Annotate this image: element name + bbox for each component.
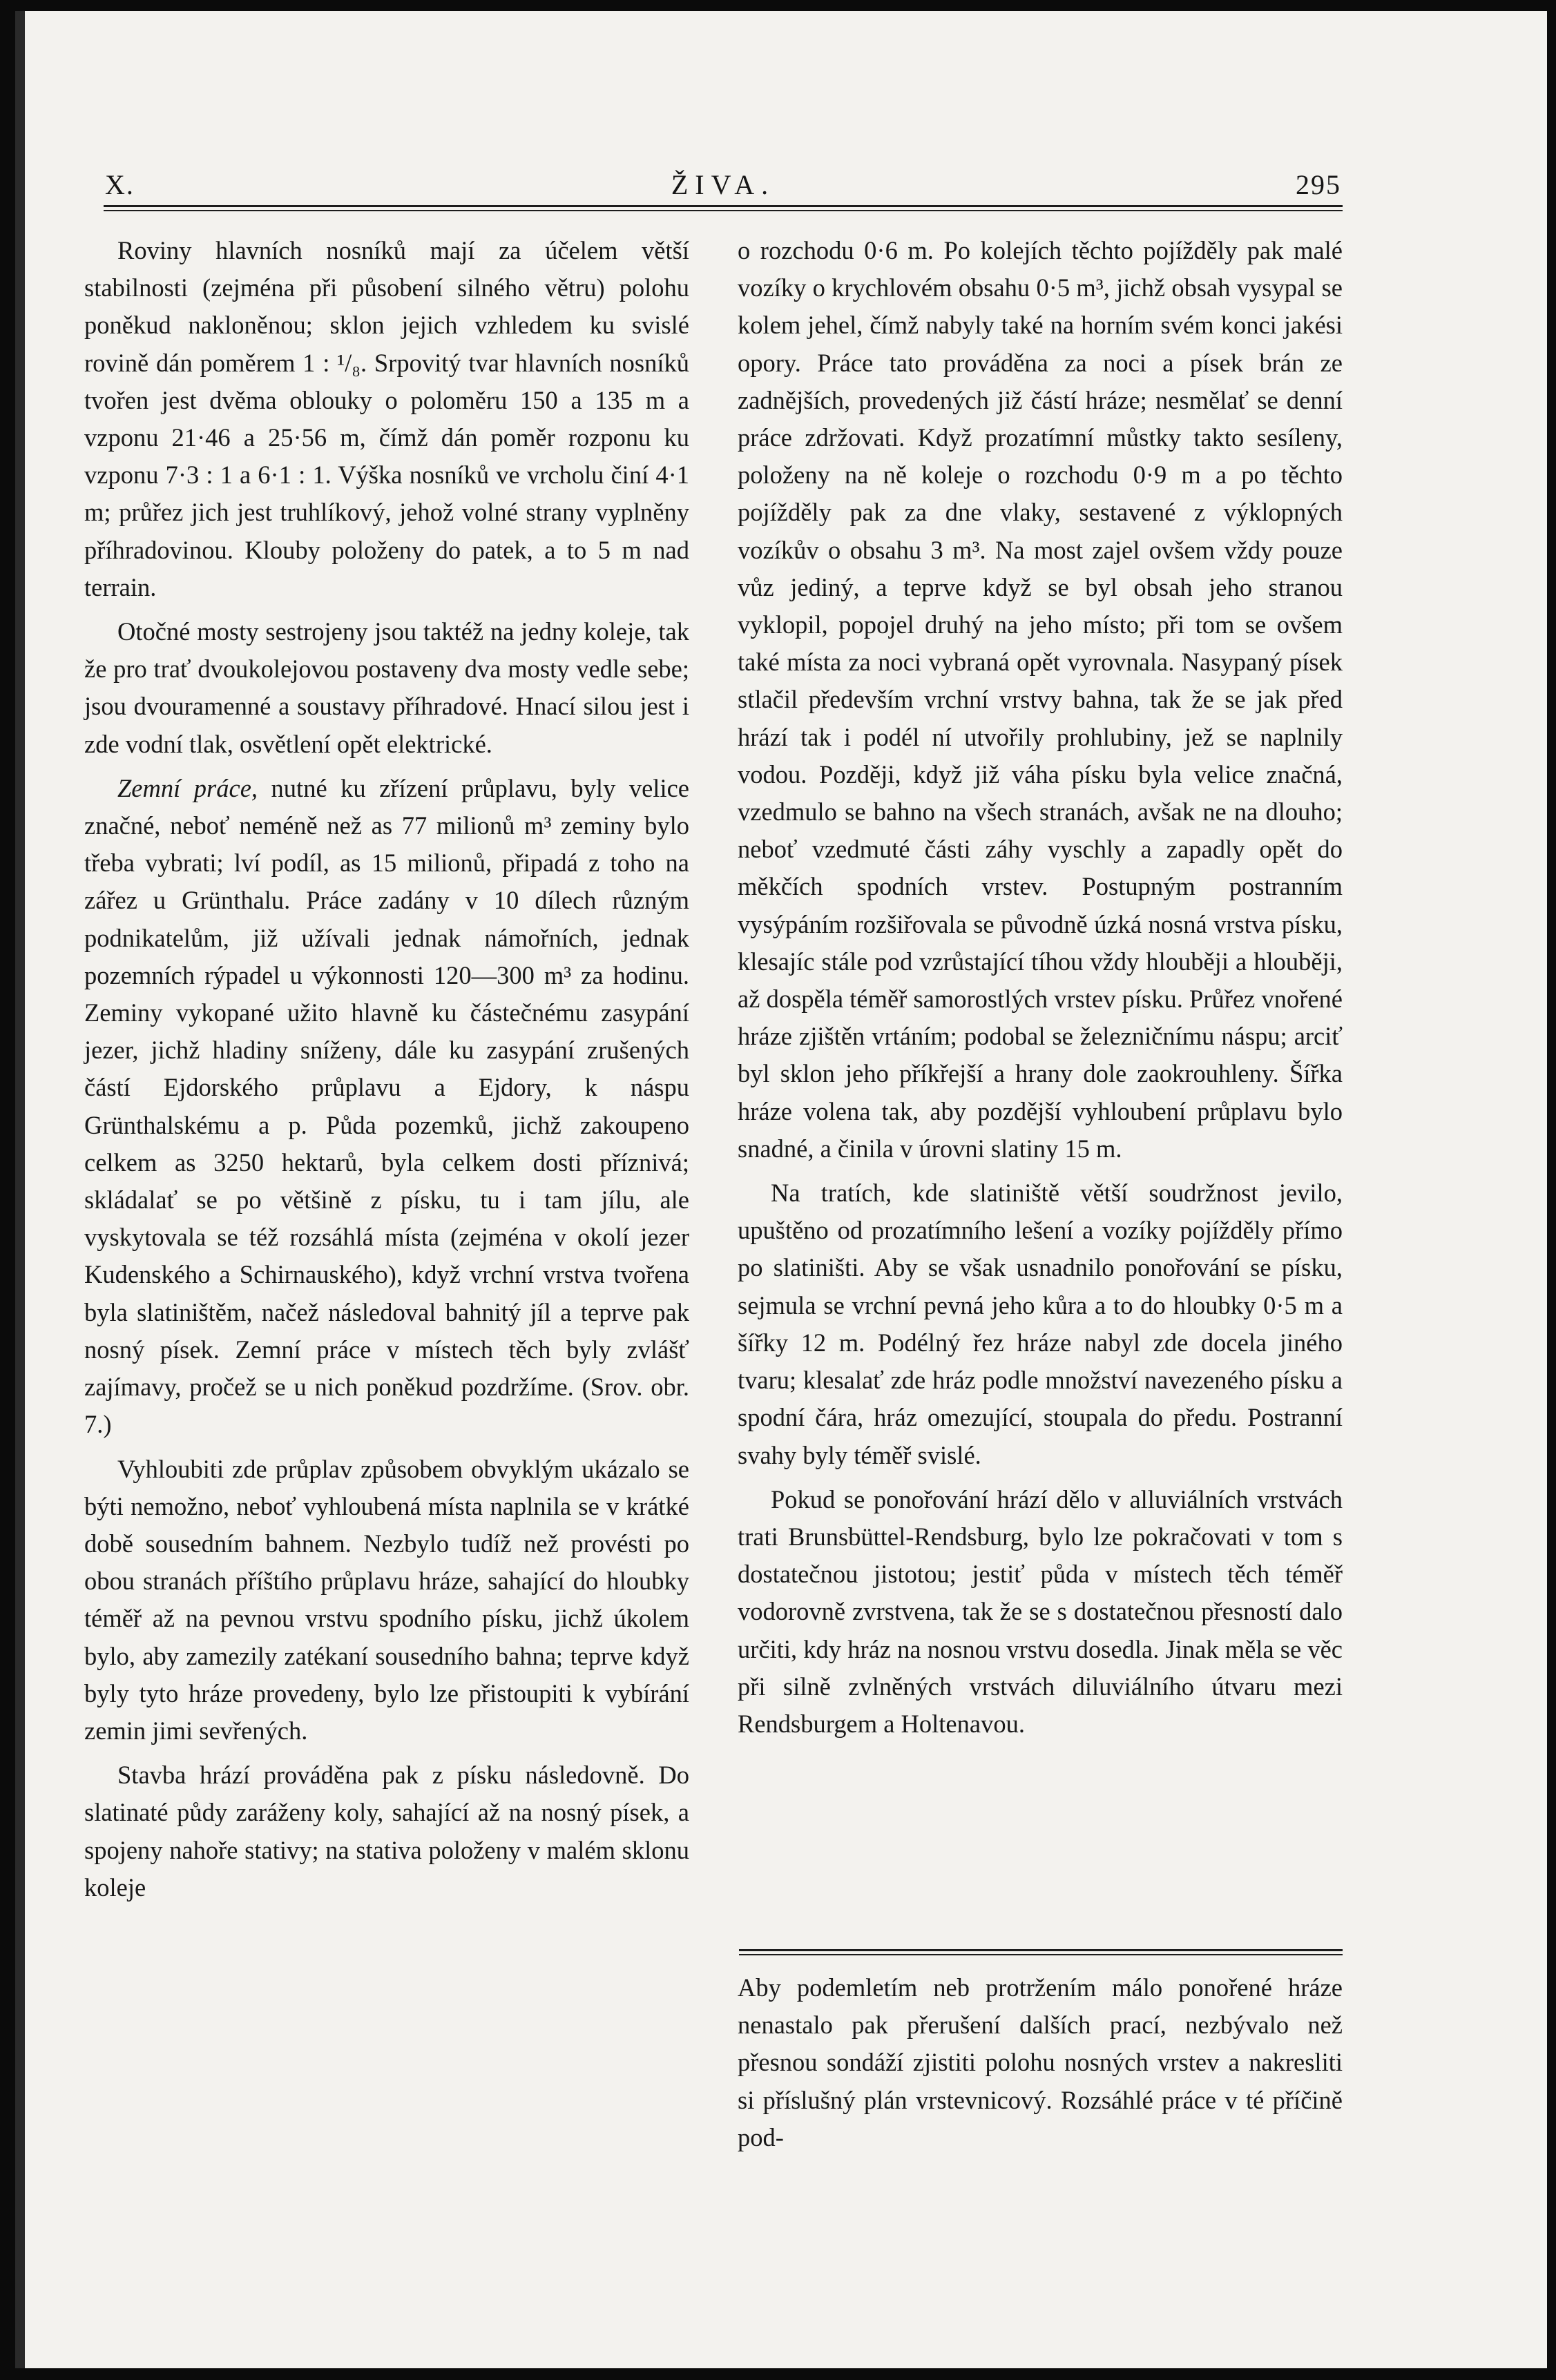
journal-title: ŽIVA. bbox=[671, 169, 776, 200]
right-column bbox=[738, 232, 1343, 1743]
paragraph: Na tratích, kde slatiniště větší soudržnost jevilo, upuštěno od prozatímního lešení a vozíky pojížděly přímo po slatiništi. Aby se však usnadnilo ponořování se písku, sejmula se vrchní pevná jeho kůra a to do hloubky 0·5 m a šířky 12 m. Podélný řez hráze nabyl zde docela jiného tvaru; klesalať zde hráz podle množství navezeného písku a spodní čára, hráz omezující, stoupala do předu. Postranní svahy byly téměř svislé. bbox=[738, 1179, 1343, 1469]
paragraph: Stavba hrází prováděna pak z písku následovně. Do slatinaté půdy zaráženy koly, sahající až na nosný písek, a spojeny nahoře stativy; na stativa položeny v malém sklonu koleje bbox=[84, 1761, 689, 1902]
book-page bbox=[15, 11, 1547, 2368]
section-rule-thin bbox=[739, 1954, 1343, 1955]
scan-artifact bbox=[15, 11, 25, 2368]
paragraph: Roviny hlavních nosníků mají za účelem větší stabilnosti (zejména při působení silného větru) polohu poněkud nakloněnou; sklon jejich vzhledem ku svislé rovině dán poměrem 1 : ¹/₈. Srpovitý tvar hlavních nosníků tvořen jest dvěma oblouky o poloměru 150 a 135 m a vzponu 21·46 a 25·56 m, čímž dán poměr rozponu ku vzponu 7·3 : 1 a 6·1 : 1. Výška nosníků ve vrcholu činí 4·1 m; průřez jich jest truhlíkový, jehož volné strany vyplněny příhradovinou. Klouby položeny do patek, a to 5 m nad terrain. bbox=[84, 236, 689, 601]
right-column-continued bbox=[738, 1969, 1343, 2156]
header-rule-thin bbox=[104, 210, 1343, 211]
paragraph bbox=[84, 770, 689, 1444]
paragraph: Vyhloubiti zde průplav způsobem obvyklým ukázalo se býti nemožno, neboť vyhloubená místa naplnila se v krátké době sousedním bahnem. Nezbylo tudíž než provésti po obou stranách příštího průplavu hráze, sahající do hloubky téměř až na pevnou vrstvu spodního písku, jichž úkolem bylo, aby zamezily zatékaní sousedního bahna; teprve když byly tyto hráze provedeny, bylo lze přistoupiti k vybírání zemin jimi sevřených. bbox=[84, 1454, 689, 1745]
left-column bbox=[84, 232, 689, 1906]
paragraph: Aby podemletím neb protržením málo ponořené hráze nenastalo pak přerušení dalších prací, nezbývalo než přesnou sondáží zjistiti polohu nosných vrstev a nakresliti si příslušný plán vrstevnicový. Rozsáhlé práce v té příčině pod- bbox=[738, 1973, 1343, 2151]
volume-number: X. bbox=[105, 169, 135, 200]
paragraph: Pokud se ponořování hrází dělo v alluviálních vrstvách trati Brunsbüttel-Rendsburg, bylo lze pokračovati v tom s dostatečnou jistotou; jestiť půda v místech těch téměř vodorovně zvrstvena, tak že se s dostatečnou přesností dalo určiti, kdy hráz na nosnou vrstvu dosedla. Jinak měla se věc při silně zvlněných vrstvách diluviálního útvaru mezi Rendsburgem a Holtenavou. bbox=[738, 1484, 1343, 1738]
header-rule bbox=[104, 205, 1343, 207]
paragraph: Otočné mosty sestrojeny jsou taktéž na jedny koleje, tak že pro trať dvoukolejovou postaveny dva mosty vedle sebe; jsou dvouramenné a soustavy příhradové. Hnací silou jest i zde vodní tlak, osvětlení opět elektrické. bbox=[84, 617, 689, 758]
running-head bbox=[105, 168, 1341, 203]
paragraph-text: nutné ku zřízení průplavu, byly velice značné, neboť neméně než as 77 milionů m³ zeminy bylo třeba vybrati; lví podíl, as 15 milionů, připadá z toho na zářez u Grünthalu. Práce zadány v 10 dílech různým podnikatelům, již užívali jednak námořních, jednak pozemních rýpadel u výkonnosti 120—300 m³ za hodinu. Zeminy vykopané užito hlavně ku částečnému zasypání jezer, jichž hladiny sníženy, dále ku zasypání zrušených částí Ejdorského průplavu a Ejdory, k náspu Grünthalskému a p. Půda pozemků, jichž zakoupeno celkem as 3250 hektarů, byla celkem dosti příznivá; skládalať se po většině z písku, tu i tam jílu, ale vyskytovala se též rozsáhlá místa (zejména v okolí jezer Kudenského a Schirnauského), když vrchní vrstva tvořena byla slatiništěm, načež následoval bahnitý jíl a teprve pak nosný písek. Zemní práce v místech těch byly zvlášť zajímavy, pročež se u nich poněkud pozdržíme. (Srov. obr. 7.) bbox=[84, 773, 689, 1439]
page-number: 295 bbox=[1296, 169, 1341, 200]
section-rule bbox=[739, 1949, 1343, 1951]
paragraph-lead-italic: Zemní práce, bbox=[117, 773, 258, 802]
paragraph: o rozchodu 0·6 m. Po kolejích těchto pojížděly pak malé vozíky o krychlovém obsahu 0·5 m³, jichž obsah vysypal se kolem jehel, čímž nabyly také na horním svém konci jakési opory. Práce tato prováděna za noci a písek brán ze zadnějších, provedených již částí hráze; nesmělať se denní práce zdržovati. Když prozatímní můstky takto sesíleny, položeny na ně koleje o rozchodu 0·9 m a po těchto pojížděly pak za dne vlaky, sestavené z výklopných vozíkův o obsahu 3 m³. Na most zajel ovšem vždy pouze vůz jediný, a teprve když se byl obsah jeho stranou vyklopil, popojel druhý na jeho místo; při tom se ovšem také místa za noci vybraná opět vyrovnala. Nasypaný písek stlačil především vrchní vrstvy bahna, tak že se jak před hrází tak i podél ní utvořily prohlubiny, jež se naplnily vodou. Později, když již váha písku byla velice značná, vzedmulo se bahno na všech stranách, avšak ne na dlouho; neboť vzedmuté části záhy vyschly a zapadly opět do měkčích spodních vrstev. Postupným postranním vysýpáním rozšiřovala se původně úzká nosná vrstva písku, klesajíc stále pod vzrůstající tíhou vždy hlouběji a hlouběji, až dospěla téměř samorostlých vrstev písku. Průřez vnořené hráze zjištěn vrtáním; podobal se železničnímu náspu; arciť byl sklon jeho příkřejší a hrany dole zaokrouhleny. Šířka hráze volena tak, aby pozdější vyhloubení průplavu bylo snadné, a činila v úrovni slatiny 15 m. bbox=[738, 236, 1343, 1163]
